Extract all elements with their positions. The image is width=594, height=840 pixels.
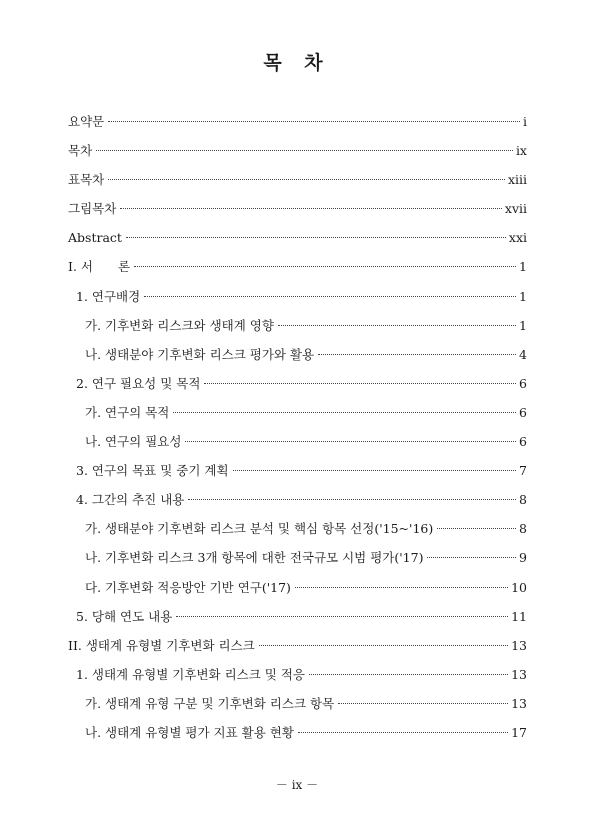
toc-entry-page-number: xiii <box>507 172 527 188</box>
toc-leader-dots <box>108 179 505 180</box>
toc-leader-dots <box>176 616 508 617</box>
toc-entry-page-number: 1 <box>519 288 527 304</box>
toc-leader-dots <box>338 703 508 704</box>
toc-entry-page-number: 7 <box>519 463 527 479</box>
toc-entry-label: 그림목차 <box>68 201 117 217</box>
toc-entry[interactable] <box>68 724 527 753</box>
toc-entry-label: 가. 생태계 유형 구분 및 기후변화 리스크 항목 <box>85 695 335 711</box>
toc-leader-dots <box>259 645 508 646</box>
toc-entry-page-number: 13 <box>511 637 527 653</box>
toc-entry-label: 나. 생태분야 기후변화 리스크 평가와 활용 <box>85 346 315 362</box>
toc-entry[interactable] <box>68 491 527 520</box>
toc-entry-label: 요약문 <box>68 114 105 129</box>
toc-leader-dots <box>295 587 508 588</box>
toc-entry-page-number: 6 <box>519 375 527 391</box>
toc-leader-dots <box>173 412 516 413</box>
toc-leader-dots <box>233 470 517 471</box>
toc-entry-label: 나. 기후변화 리스크 3개 항목에 대한 전국규모 시범 평가('17) <box>85 550 424 566</box>
toc-entry-label: 목차 <box>68 143 93 159</box>
toc-entry-page-number: ix <box>515 143 527 159</box>
toc-leader-dots <box>144 296 516 297</box>
toc-entry-page-number: 9 <box>519 550 527 566</box>
toc-leader-dots <box>204 383 516 384</box>
toc-entry-label: 가. 생태분야 기후변화 리스크 분석 및 핵심 항목 선정('15~'16) <box>85 521 434 537</box>
toc-entry-page-number: 1 <box>519 317 527 333</box>
toc-entry-label: II. 생태계 유형별 기후변화 리스크 <box>68 637 255 653</box>
toc-entry-page-number: i <box>523 114 527 129</box>
toc-leader-dots <box>437 528 516 529</box>
toc-entry-label: 3. 연구의 목표 및 중기 계획 <box>76 463 229 479</box>
toc-entry-page-number: 11 <box>511 608 527 624</box>
toc-entry-page-number: 4 <box>519 346 527 362</box>
toc-entry[interactable] <box>68 404 527 433</box>
toc-entry-page-number: 17 <box>511 724 527 740</box>
toc-entry-label: 1. 생태계 유형별 기후변화 리스크 및 적응 <box>76 666 305 682</box>
toc-leader-dots <box>108 121 520 122</box>
toc-leader-dots <box>427 557 516 558</box>
toc-entry-label: 4. 그간의 추진 내용 <box>76 492 185 508</box>
toc-entry[interactable] <box>68 229 527 258</box>
toc-leader-dots <box>126 237 506 238</box>
toc-leader-dots <box>134 266 516 267</box>
toc-entry-label: 1. 연구배경 <box>76 288 141 304</box>
toc-leader-dots <box>185 441 516 442</box>
toc-leader-dots <box>188 499 516 500</box>
toc-leader-dots <box>309 674 508 675</box>
toc-entry-page-number: 6 <box>519 404 527 420</box>
toc-entry[interactable] <box>68 142 527 171</box>
toc-entry-label: 가. 연구의 목적 <box>85 404 170 420</box>
toc-entry[interactable] <box>68 695 527 724</box>
toc-entry-label: 2. 연구 필요성 및 목적 <box>76 375 201 391</box>
toc-entry-label: Abstract <box>68 230 122 246</box>
toc-entry-label: 가. 기후변화 리스크와 생태계 영향 <box>85 317 274 333</box>
toc-entry[interactable] <box>68 608 527 637</box>
toc-entry-page-number: 13 <box>511 666 527 682</box>
toc-leader-dots <box>318 354 516 355</box>
toc-entry-page-number: 1 <box>519 259 527 275</box>
toc-entry[interactable] <box>68 637 527 666</box>
toc-leader-dots <box>120 208 502 209</box>
toc-entry[interactable] <box>68 462 527 491</box>
toc-entry[interactable] <box>68 258 527 287</box>
toc-leader-dots <box>278 325 516 326</box>
toc-entry-page-number: 13 <box>511 695 527 711</box>
toc-entry-page-number: 8 <box>519 521 527 537</box>
toc-entry[interactable] <box>68 171 527 200</box>
page-footer: － ix － <box>275 778 319 792</box>
toc-entry[interactable] <box>68 346 527 375</box>
toc-entry[interactable] <box>68 520 527 549</box>
table-of-contents <box>68 113 527 753</box>
toc-entry[interactable] <box>68 375 527 404</box>
toc-leader-dots <box>298 732 508 733</box>
toc-entry-page-number: xvii <box>504 201 527 217</box>
toc-entry-page-number: 8 <box>519 492 527 508</box>
toc-entry[interactable] <box>68 317 527 346</box>
toc-entry-label: 다. 기후변화 적응방안 기반 연구('17) <box>85 579 291 595</box>
toc-entry[interactable] <box>68 113 527 142</box>
toc-entry[interactable] <box>68 288 527 317</box>
toc-entry[interactable] <box>68 666 527 695</box>
toc-entry-page-number: 10 <box>511 579 527 595</box>
toc-entry-page-number: 6 <box>519 434 527 450</box>
toc-entry[interactable] <box>68 549 527 578</box>
toc-entry-label: I. 서 론 <box>68 259 131 275</box>
toc-entry-page-number: xxi <box>508 230 527 246</box>
toc-entry-label: 5. 당해 연도 내용 <box>76 608 173 624</box>
toc-entry-label: 표목차 <box>68 172 105 188</box>
toc-entry-label: 나. 생태계 유형별 평가 지표 활용 현황 <box>85 724 294 740</box>
toc-leader-dots <box>96 150 513 151</box>
toc-entry[interactable] <box>68 433 527 462</box>
toc-entry[interactable] <box>68 200 527 229</box>
toc-entry-label: 나. 연구의 필요성 <box>85 434 182 450</box>
page-title: 목 차 <box>263 52 331 74</box>
toc-entry[interactable] <box>68 579 527 608</box>
